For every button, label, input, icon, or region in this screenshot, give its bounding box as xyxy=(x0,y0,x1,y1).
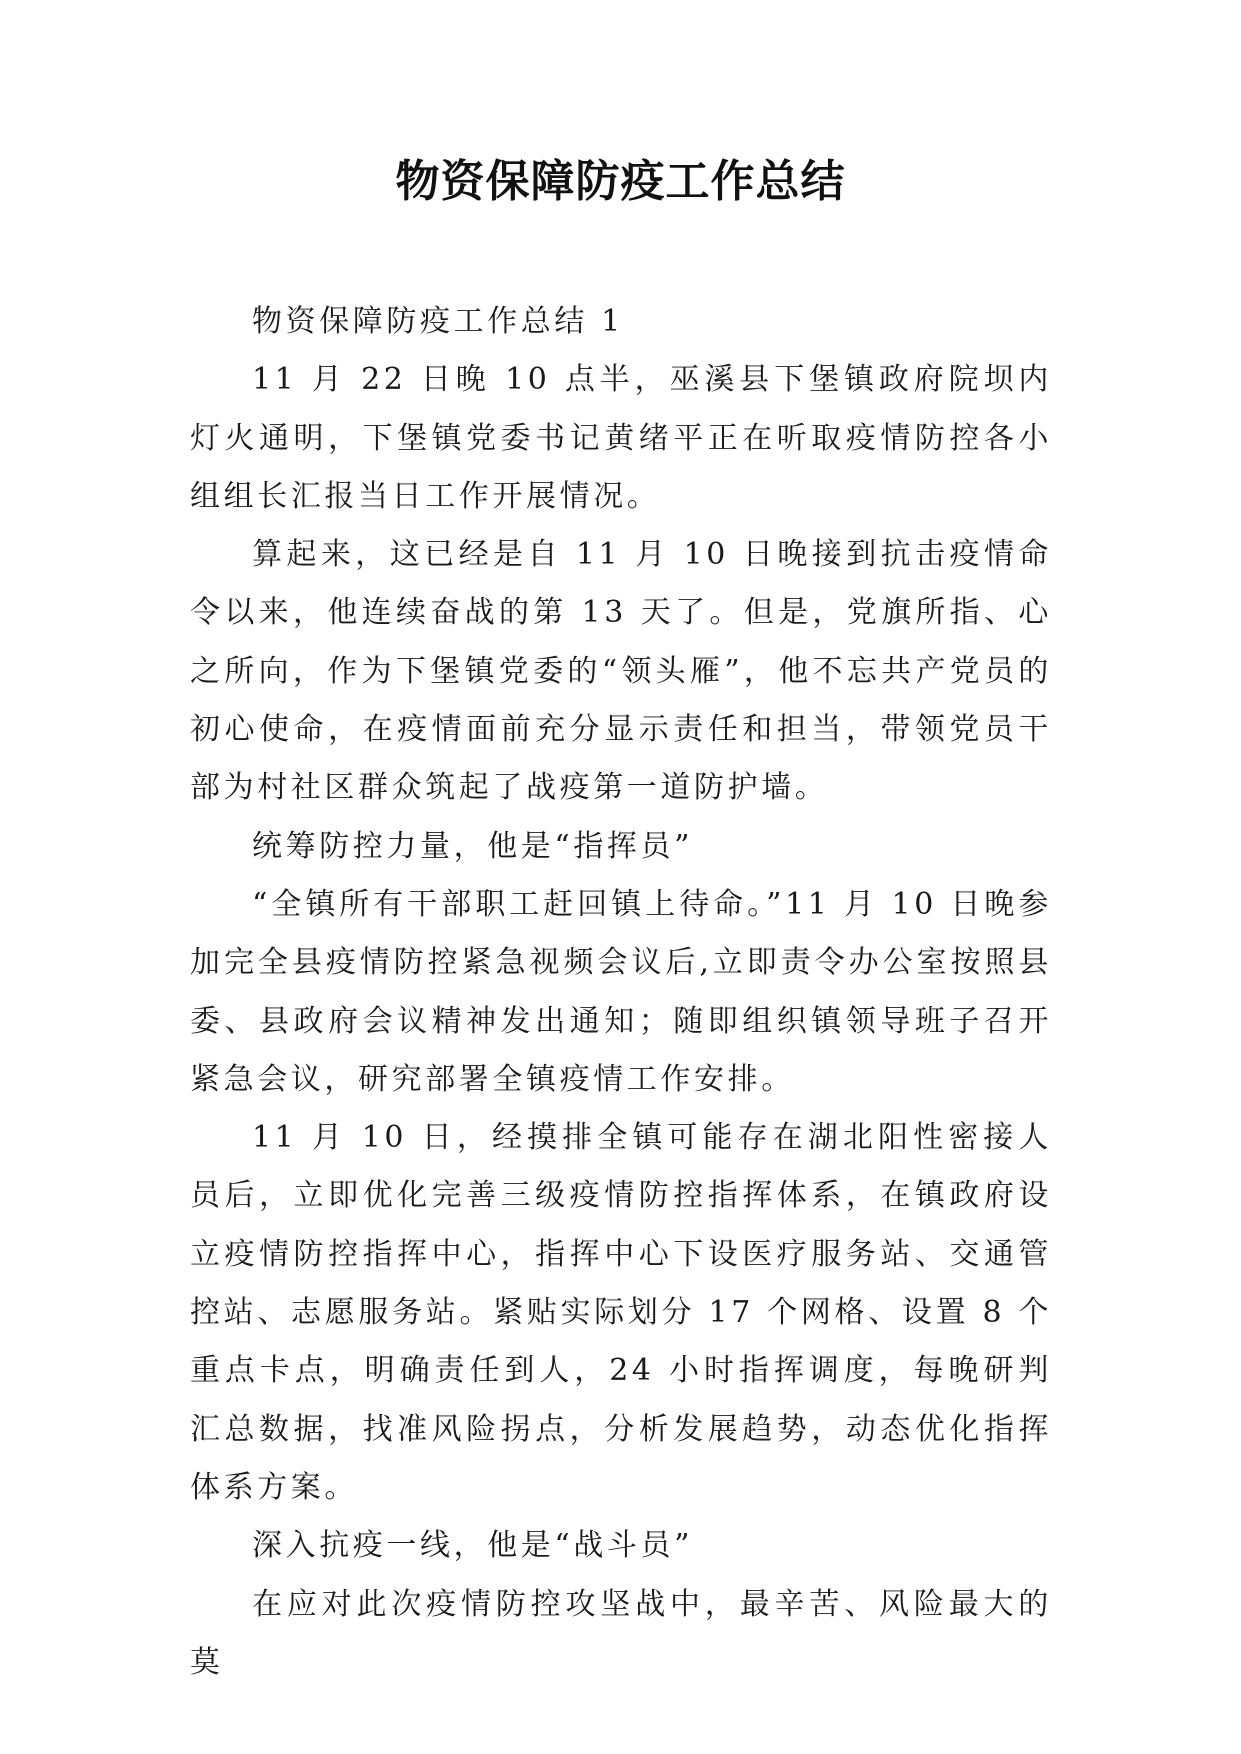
document-title: 物资保障防疫工作总结 xyxy=(395,156,846,207)
paragraph: 11 月 22 日晚 10 点半，巫溪县下堡镇政府院坝内灯火通明，下堡镇党委书记黄绪平正在听取疫情防控各小组组长汇报当日工作开展情况。 xyxy=(190,362,1052,514)
paragraph: “全镇所有干部职工赶回镇上待命。”11 月 10 日晚参加完全县疫情防控紧急视频会议后,立即责令办公室按照县委、县政府会议精神发出通知；随即组织镇领导班子召开紧急会议，研究部署全镇疫情工作安排。 xyxy=(190,886,1052,1097)
section-heading: 统筹防控力量，他是“指挥员” xyxy=(252,828,694,864)
paragraph: 算起来，这已经是自 11 月 10 日晚接到抗击疫情命令以来，他连续奋战的第 13 天了。但是，党旗所指、心之所向，作为下堡镇党委的“领头雁”，他不忘共产党员的初心使命，在疫情面前充分显示责任和担当，带领党员干部为村社区群众筑起了战疫第一道防护墙。 xyxy=(190,537,1052,806)
section-heading: 深入抗疫一线，他是“战斗员” xyxy=(252,1528,694,1564)
paragraph-heading: 物资保障防疫工作总结 1 xyxy=(252,304,624,339)
paragraph: 11 月 10 日，经摸排全镇可能存在湖北阳性密接人员后，立即优化完善三级疫情防控指挥体系，在镇政府设立疫情防控指挥中心，指挥中心下设医疗服务站、交通管控站、志愿服务站。紧贴实际划分 17 个网格、设置 8 个重点卡点，明确责任到人，24 小时指挥调度，每晚研判汇总数据，找准风险拐点，分析发展趋势，动态优化指挥体系方案。 xyxy=(190,1120,1052,1505)
document-body xyxy=(190,293,1052,1692)
paragraph: 在应对此次疫情防控攻坚战中，最辛苦、风险最大的莫 xyxy=(190,1586,1052,1680)
